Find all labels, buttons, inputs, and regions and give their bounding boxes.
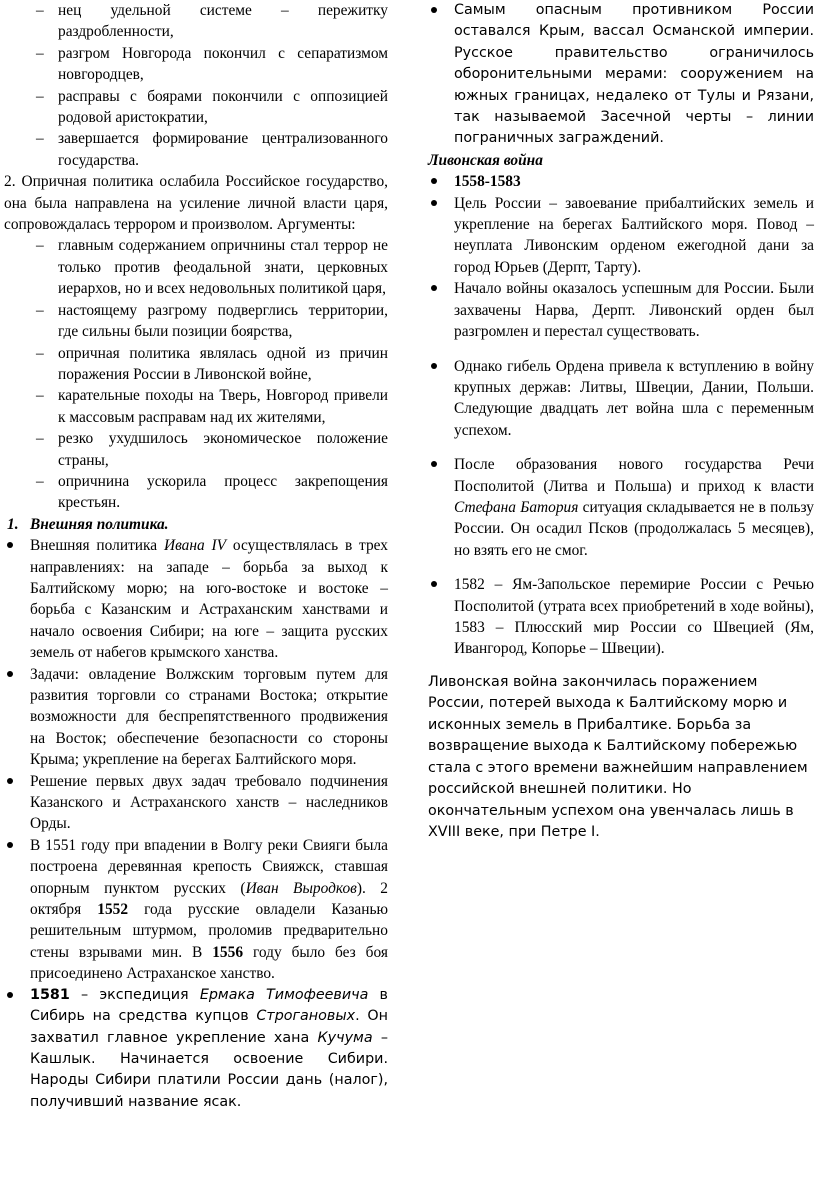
bullet-icon <box>7 542 13 548</box>
text: 1556 <box>212 943 244 961</box>
bullet-item <box>4 535 388 663</box>
bullet-icon <box>431 285 437 291</box>
text: Задачи: овладение Волжским торговым путем для развития торговли со странами Востока; открытие возможности для беспрепятственного продвижения на Восток; обеспечение безопасности со стороны Крыма; укрепление на берегах Балтийского моря. <box>30 665 388 769</box>
heading-number: 1. <box>7 515 19 533</box>
text: В 1551 году при впадении в Волгу реки Свияги была построена деревянная крепость Свияжск, ставшая опорным пунктом русских ( <box>30 836 388 897</box>
text: ). 2 октября <box>30 879 388 919</box>
list-item: – завершается формирование централизованного государства. <box>4 128 388 171</box>
bullet-icon <box>7 992 13 998</box>
bullet-item <box>428 171 814 192</box>
right-column <box>428 0 814 844</box>
text: Самым опасным противником России оставался Крым, вассал Османской империи. Русское правительство ограничилось оборонительными мерами: сооружением на южных границах, недалеко от Тулы и Рязани, так называемой Засечной черты – линии пограничных заграждений. <box>454 2 814 147</box>
text: – экспедиция <box>69 986 200 1003</box>
bullet-icon <box>431 178 437 184</box>
paragraph-2: 2. Опричная политика ослабила Российское государство, она была направлена на усиление личной власти царя, сопровождалась террором и произволом. Аргументы: <box>4 173 388 234</box>
bullet-icon <box>431 7 437 13</box>
text: Стефана Батория <box>454 498 579 516</box>
text: 1582 – Ям-Запольское перемирие России с Речью Посполитой (утрата всех приобретений в ходе войны), 1583 – Плюсский мир России со Швецией (Ям, Ивангород, Копорье – Швеции). <box>454 576 814 658</box>
bullet-icon <box>7 842 13 848</box>
text: 1558-1583 <box>454 173 521 191</box>
text: Ермака Тимофеевича <box>199 986 369 1003</box>
text: года русские овладели Казанью решительным штурмом, проломив предварительно стены взрывами мин. В <box>30 901 388 961</box>
left-column <box>4 0 388 1113</box>
text: осуществлялась в трех направлениях: на западе – борьба за выход к Балтийскому морю; на юго-востоке и востоке – борьба с Казанским и Астраханским ханствами и начало освоения Сибири; на юге – защита русских земель от набегов крымского ханства. <box>30 537 388 662</box>
bullet-item <box>428 278 814 342</box>
bullet-icon <box>431 363 437 369</box>
text: Строгановых <box>256 1008 356 1025</box>
text: ситуация складывается не в пользу России. Он осадил Псков (продолжалась 5 месяцев), но взять его не смог. <box>454 498 814 559</box>
text: Иван Выродков <box>245 879 357 897</box>
bullet-item <box>4 771 388 835</box>
text: Кучума <box>317 1029 373 1046</box>
text: – Кашлык. Начинается освоение Сибири. Народы Сибири платили России дань (налог), получивший название ясак. <box>30 1029 388 1110</box>
heading-text: Внешняя политика. <box>30 515 169 533</box>
list-item: – опричнина ускорила процесс закрепощения крестьян. <box>4 471 388 514</box>
text: Однако гибель Ордена привела к вступлению в войну крупных держав: Литвы, Швеции, Дании, Польши. Следующие двадцать лет война шла с переменным успехом. <box>454 357 814 439</box>
list-item: – резко ухудшилось экономическое положение страны, <box>4 428 388 471</box>
text: Цель России – завоевание прибалтийских земель и укрепление на берегах Балтийского моря. Повод – неуплата Ливонским орденом ежегодной дани за город Юрьев (Дерпт, Тарту). <box>454 194 814 276</box>
list-item: – карательные походы на Тверь, Новгород привели к массовым расправам над их жителями, <box>4 385 388 428</box>
bullet-item <box>4 835 388 985</box>
bullet-item <box>428 454 814 561</box>
list-item: – разгром Новгорода покончил с сепаратизмом новгородцев, <box>4 43 388 86</box>
bullet-item <box>428 0 814 150</box>
text: в Сибирь на средства купцов <box>30 986 388 1025</box>
list-item: – опричная политика являлась одной из причин поражения России в Ливонской войне, <box>4 343 388 386</box>
bullet-item <box>428 574 814 660</box>
text: 1581 <box>30 986 70 1003</box>
section-heading <box>4 514 388 535</box>
list-item: – расправы с боярами покончили с оппозицией родовой аристократии, <box>4 86 388 129</box>
text: году было без боя присоединено Астраханское ханство. <box>30 943 388 983</box>
text: Начало войны оказалось успешным для России. Были захвачены Нарва, Дерпт. Ливонский орден был разгромлен и перестал существовать. <box>454 280 814 341</box>
bullet-icon <box>7 778 13 784</box>
text: . Он захватил главное укрепление хана <box>30 1008 388 1046</box>
bullet-item <box>4 985 388 1113</box>
bullet-item <box>4 664 388 771</box>
bullet-icon <box>431 461 437 467</box>
section-heading: Ливонская война <box>428 151 543 169</box>
list-item: – настоящему разгрому подверглись территории, где сильны были позиции боярства, <box>4 300 388 343</box>
text: Решение первых двух задач требовало подчинения Казанского и Астраханского ханств – наследников Орды. <box>30 772 388 833</box>
conclusion-paragraph: Ливонская война закончилась поражением России, потерей выхода к Балтийскому морю и исконных земель в Прибалтике. Борьба за возвращение выхода к Балтийскому побережью стала с этого времени важнейшим направлением российской внешней политики. Но окончательным успехом она увенчалась лишь в XVIII веке, при Петре I. <box>428 673 808 841</box>
text: 1552 <box>97 901 129 919</box>
list-item: – главным содержанием опричнины стал террор не только против феодальной знати, церковных иерархов, но и всех недовольных политикой царя, <box>4 235 388 299</box>
text: Внешняя политика <box>30 537 164 555</box>
text: После образования нового государства Речи Посполитой (Литва и Польша) и приход к власти <box>454 456 814 495</box>
list-item: – нец удельной системе – пережитку раздробленности, <box>4 0 388 43</box>
bullet-item <box>428 356 814 442</box>
bullet-icon <box>431 581 437 587</box>
bullet-item <box>428 193 814 279</box>
text: Ивана IV <box>163 537 227 555</box>
bullet-icon <box>431 200 437 206</box>
bullet-icon <box>7 671 13 677</box>
